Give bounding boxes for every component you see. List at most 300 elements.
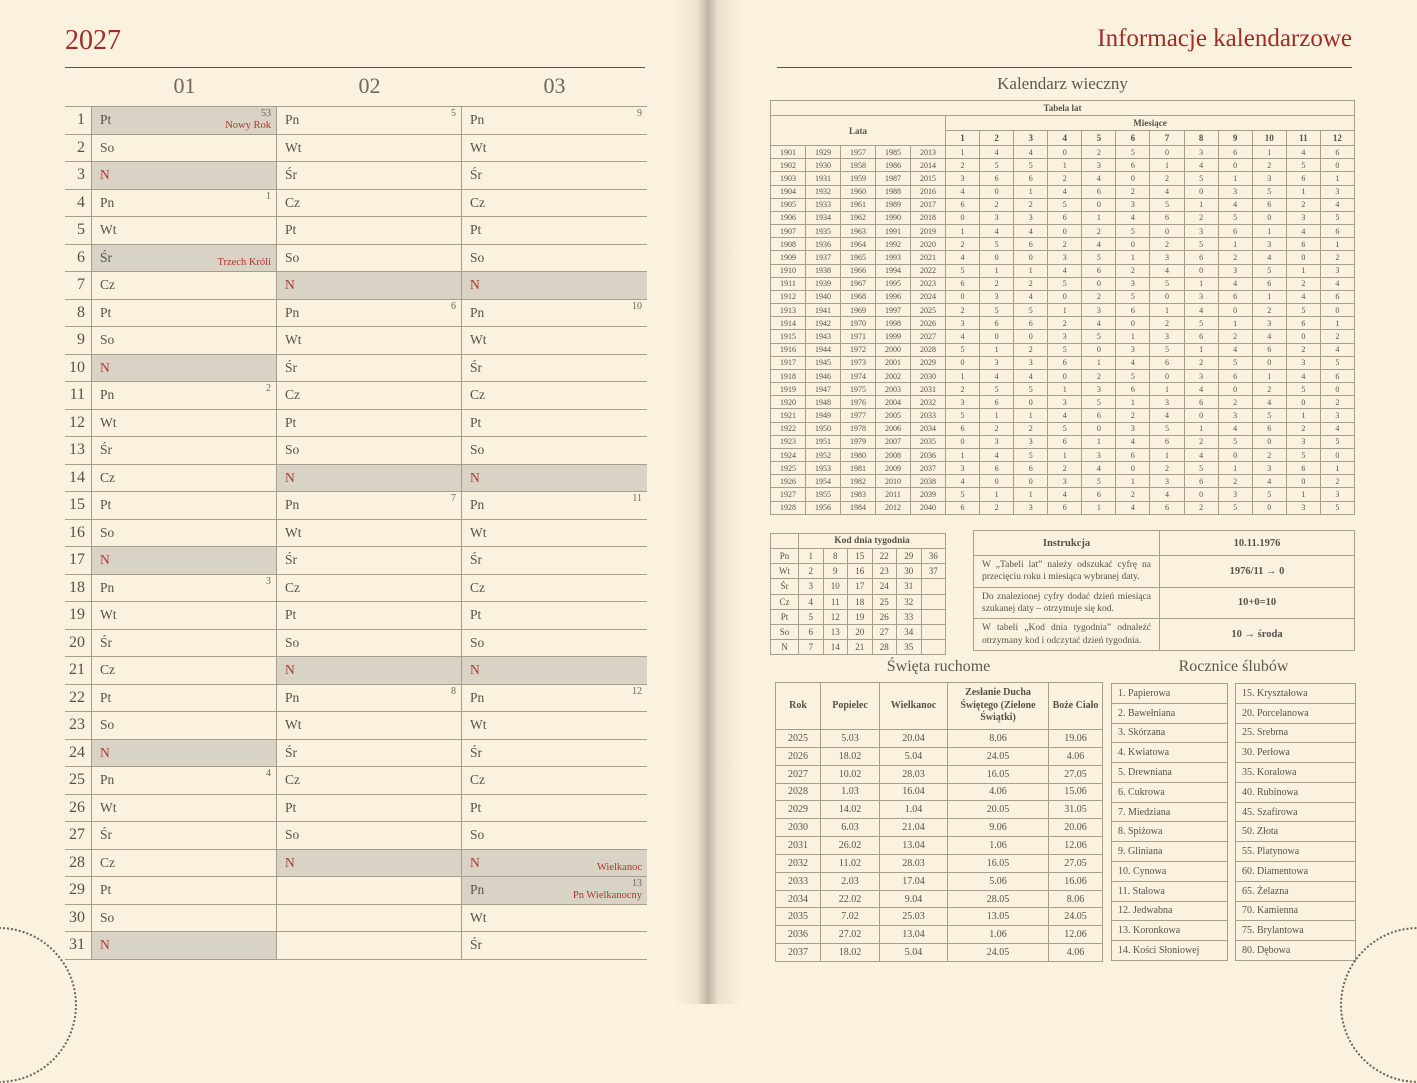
feast-cell: 24.05 xyxy=(948,747,1049,765)
weekday-label: Wt xyxy=(470,524,487,540)
code-cell: 4 xyxy=(1286,369,1320,382)
code-cell: 6 xyxy=(1082,409,1116,422)
code-cell: 0 xyxy=(1184,488,1218,501)
day-label-cell: Pn xyxy=(771,549,799,564)
calendar-row xyxy=(65,437,647,465)
code-cell: 1 xyxy=(1014,488,1048,501)
anniversary-cell: 6. Cukrowa xyxy=(1112,782,1228,802)
day-code-cell: 21 xyxy=(848,639,873,654)
day-cell xyxy=(462,657,647,684)
anniversary-cell: 3. Skórzana xyxy=(1112,723,1228,743)
feast-cell: 22.02 xyxy=(821,890,880,908)
anniversary-cell: 60. Diamentowa xyxy=(1236,862,1356,882)
week-number: 53 xyxy=(261,108,271,119)
year-cell: 2004 xyxy=(876,396,911,409)
anniversary-row xyxy=(1236,941,1356,961)
feast-cell: 27.05 xyxy=(1049,765,1103,783)
code-cell: 1 xyxy=(1116,475,1150,488)
anniversary-cell: 13. Koronkowa xyxy=(1112,921,1228,941)
perpetual-row xyxy=(771,488,1355,501)
weekday-label: Śr xyxy=(285,167,298,182)
code-cell: 5 xyxy=(1014,159,1048,172)
day-cell xyxy=(462,602,647,629)
perpetual-row xyxy=(771,462,1355,475)
page-title: Informacje kalendarzowe xyxy=(1097,25,1352,52)
weekday-label: So xyxy=(470,827,485,842)
perpetual-row xyxy=(771,422,1355,435)
day-cell xyxy=(277,520,462,547)
week-number: 9 xyxy=(637,108,642,119)
weekday-label: N xyxy=(470,277,480,292)
anniversary-cell: 2. Bawełniana xyxy=(1112,703,1228,723)
anniversary-cell: 50. Złota xyxy=(1236,822,1356,842)
year-cell: 1996 xyxy=(876,290,911,303)
day-cell xyxy=(92,905,277,932)
year-cell: 2014 xyxy=(911,159,946,172)
code-cell: 5 xyxy=(1184,317,1218,330)
day-code-cell: 8 xyxy=(823,549,848,564)
year-cell: 1983 xyxy=(841,488,876,501)
year-cell: 1966 xyxy=(841,264,876,277)
weekday-label: Wt xyxy=(285,139,302,155)
code-cell: 3 xyxy=(1014,211,1048,224)
code-cell: 5 xyxy=(946,343,980,356)
day-cell xyxy=(277,767,462,794)
code-cell: 1 xyxy=(1286,264,1320,277)
year-cell: 1913 xyxy=(771,304,806,317)
code-cell: 6 xyxy=(1184,396,1218,409)
code-cell: 2 xyxy=(1082,146,1116,159)
month-number-cell: 10 xyxy=(1252,131,1286,146)
code-cell: 0 xyxy=(1082,277,1116,290)
year-cell: 1931 xyxy=(806,172,841,185)
perpetual-row xyxy=(771,198,1355,211)
code-cell: 0 xyxy=(1286,396,1320,409)
weekday-label: Pn xyxy=(100,387,115,402)
code-cell: 2 xyxy=(1218,475,1252,488)
anniversary-row xyxy=(1236,901,1356,921)
day-cell xyxy=(462,327,647,354)
code-cell: 0 xyxy=(1116,462,1150,475)
feast-cell: 31.05 xyxy=(1049,801,1103,819)
week-number: 6 xyxy=(451,300,456,312)
instruction-value-cell: 10 → środa xyxy=(1160,619,1355,651)
code-cell: 4 xyxy=(1184,383,1218,396)
day-code-cell: 26 xyxy=(872,609,897,624)
code-cell: 5 xyxy=(1286,159,1320,172)
feast-cell: 2034 xyxy=(776,890,821,908)
month-number-cell: 12 xyxy=(1320,131,1354,146)
year-cell: 1998 xyxy=(876,317,911,330)
perpetual-row xyxy=(771,383,1355,396)
day-cell xyxy=(92,355,277,382)
day-number: 10 xyxy=(65,355,92,382)
weekday-label: So xyxy=(100,909,115,925)
year-cell: 1945 xyxy=(806,356,841,369)
code-cell: 2 xyxy=(1116,185,1150,198)
code-cell: 6 xyxy=(1116,304,1150,317)
weekday-label: Pt xyxy=(100,689,112,705)
code-cell: 5 xyxy=(1048,343,1082,356)
anniversary-cell: 80. Dębowa xyxy=(1236,941,1356,961)
year-cell: 1920 xyxy=(771,396,806,409)
year-cell: 1917 xyxy=(771,356,806,369)
code-cell: 5 xyxy=(1082,396,1116,409)
instruction-table xyxy=(973,530,1355,651)
perpetual-row xyxy=(771,238,1355,251)
day-number: 20 xyxy=(65,630,92,657)
code-cell: 6 xyxy=(1014,172,1048,185)
quarter-grid xyxy=(65,106,647,960)
day-code-cell: 16 xyxy=(848,564,873,579)
code-cell: 4 xyxy=(946,251,980,264)
code-cell: 0 xyxy=(946,356,980,369)
day-number: 5 xyxy=(65,217,92,244)
feast-cell: 12.06 xyxy=(1049,837,1103,855)
year-cell: 1994 xyxy=(876,264,911,277)
code-cell: 0 xyxy=(1286,330,1320,343)
weekday-label: Pn xyxy=(470,497,485,512)
code-cell: 3 xyxy=(1252,317,1286,330)
weekday-label: Pt xyxy=(100,304,112,320)
perpetual-row xyxy=(771,435,1355,448)
feast-cell: 4.06 xyxy=(948,783,1049,801)
day-cell xyxy=(92,410,277,437)
code-cell: 5 xyxy=(1116,225,1150,238)
calendar-row xyxy=(65,492,647,520)
weekday-label: So xyxy=(470,442,485,457)
day-cell xyxy=(92,850,277,877)
code-cell: 0 xyxy=(1048,290,1082,303)
anniversary-cell: 8. Spiżowa xyxy=(1112,822,1228,842)
day-code-cell: 23 xyxy=(872,564,897,579)
weekday-label: N xyxy=(285,662,295,677)
code-cell: 0 xyxy=(1218,448,1252,461)
day-cell xyxy=(462,272,647,299)
code-cell: 5 xyxy=(980,238,1014,251)
weekday-label: Śr xyxy=(470,167,483,182)
code-cell: 1 xyxy=(1048,448,1082,461)
code-cell: 0 xyxy=(1116,317,1150,330)
calendar-row xyxy=(65,795,647,823)
weekday-label: Pt xyxy=(285,799,297,815)
day-cell xyxy=(277,437,462,464)
year-cell: 1954 xyxy=(806,475,841,488)
feast-cell: 2028 xyxy=(776,783,821,801)
year-cell: 1980 xyxy=(841,448,876,461)
code-cell: 2 xyxy=(1014,422,1048,435)
weekday-label: Wt xyxy=(100,414,117,430)
code-cell: 4 xyxy=(1048,409,1082,422)
day-cell xyxy=(462,300,647,327)
day-cell xyxy=(277,795,462,822)
perpetual-row xyxy=(771,211,1355,224)
feast-cell: 14.02 xyxy=(821,801,880,819)
day-number: 21 xyxy=(65,657,92,684)
day-code-cell: 6 xyxy=(799,624,824,639)
code-cell: 1 xyxy=(1218,462,1252,475)
day-cell xyxy=(92,520,277,547)
anniversary-cell: 9. Gliniana xyxy=(1112,842,1228,862)
calendar-row xyxy=(65,135,647,163)
code-cell: 1 xyxy=(946,225,980,238)
instruction-value-cell: 1976/11 → 0 xyxy=(1160,556,1355,588)
day-cell xyxy=(277,602,462,629)
weekday-label: Pn xyxy=(100,194,115,210)
weekday-label: So xyxy=(285,634,300,650)
code-cell: 2 xyxy=(1150,238,1184,251)
calendar-row xyxy=(65,410,647,438)
year-cell: 2035 xyxy=(911,435,946,448)
weekday-label: Pt xyxy=(470,607,482,622)
day-cell xyxy=(277,245,462,272)
feast-row xyxy=(776,908,1103,926)
code-cell: 0 xyxy=(1014,251,1048,264)
code-cell: 3 xyxy=(946,396,980,409)
calendar-row xyxy=(65,850,647,878)
day-number: 8 xyxy=(65,300,92,327)
feast-cell: 11.02 xyxy=(821,854,880,872)
instruction-value-cell: 10+0=10 xyxy=(1160,587,1355,619)
code-cell: 5 xyxy=(1150,343,1184,356)
weekday-label: Pt xyxy=(470,414,482,430)
year-cell: 1974 xyxy=(841,369,876,382)
feast-cell: 21.04 xyxy=(880,819,948,837)
weekday-label: Śr xyxy=(285,552,298,567)
code-cell: 4 xyxy=(1320,277,1354,290)
day-number: 15 xyxy=(65,492,92,519)
year-cell: 2017 xyxy=(911,198,946,211)
year-cell: 2022 xyxy=(911,264,946,277)
code-cell: 3 xyxy=(1286,211,1320,224)
weekday-label: Cz xyxy=(470,194,485,210)
code-cell: 5 xyxy=(1184,462,1218,475)
year-cell: 1932 xyxy=(806,185,841,198)
code-cell: 5 xyxy=(1286,304,1320,317)
code-cell: 0 xyxy=(1320,159,1354,172)
perpetual-row xyxy=(771,356,1355,369)
weekday-label: Wt xyxy=(470,332,487,347)
feast-cell: 2036 xyxy=(776,926,821,944)
right-page-rule xyxy=(777,67,1352,68)
code-cell: 6 xyxy=(1320,290,1354,303)
weekday-label: Pn xyxy=(470,112,485,127)
day-code-cell: 4 xyxy=(799,594,824,609)
feast-cell: 8.06 xyxy=(1049,890,1103,908)
year-cell: 1935 xyxy=(806,225,841,238)
day-cell xyxy=(462,162,647,189)
anniversary-row xyxy=(1112,684,1228,704)
anniversary-row xyxy=(1236,842,1356,862)
code-cell: 6 xyxy=(1252,422,1286,435)
feast-cell: 16.06 xyxy=(1049,872,1103,890)
code-cell: 3 xyxy=(1116,198,1150,211)
perpetual-row xyxy=(771,409,1355,422)
code-cell: 5 xyxy=(1116,369,1150,382)
year-cell: 1971 xyxy=(841,330,876,343)
code-cell: 1 xyxy=(1320,238,1354,251)
year-cell: 1955 xyxy=(806,488,841,501)
month-header-01: 01 xyxy=(173,73,196,98)
code-cell: 0 xyxy=(1048,146,1082,159)
year-cell: 1933 xyxy=(806,198,841,211)
year-cell: 1915 xyxy=(771,330,806,343)
code-cell: 1 xyxy=(1184,198,1218,211)
weekday-label: Cz xyxy=(285,387,300,402)
day-number: 16 xyxy=(65,520,92,547)
code-cell: 3 xyxy=(1048,475,1082,488)
code-cell: 2 xyxy=(946,159,980,172)
feast-cell: 2031 xyxy=(776,837,821,855)
feast-cell: 1.06 xyxy=(948,837,1049,855)
code-cell: 0 xyxy=(1252,501,1286,514)
weekday-label: Śr xyxy=(470,744,483,760)
code-cell: 4 xyxy=(1320,343,1354,356)
code-cell: 3 xyxy=(1014,435,1048,448)
feast-row xyxy=(776,783,1103,801)
month-number-cell: 7 xyxy=(1150,131,1184,146)
code-cell: 5 xyxy=(1014,448,1048,461)
code-cell: 1 xyxy=(946,146,980,159)
code-cell: 1 xyxy=(1150,448,1184,461)
code-cell: 2 xyxy=(1150,317,1184,330)
year-cell: 1953 xyxy=(806,462,841,475)
year-cell: 1961 xyxy=(841,198,876,211)
code-cell: 5 xyxy=(1320,501,1354,514)
code-cell: 2 xyxy=(1184,356,1218,369)
day-code-cell: 12 xyxy=(823,609,848,624)
instruction-row xyxy=(974,556,1355,588)
day-code-cell: 28 xyxy=(872,639,897,654)
feast-row xyxy=(776,944,1103,962)
day-code-row xyxy=(771,579,946,594)
perpetual-row xyxy=(771,448,1355,461)
code-cell: 6 xyxy=(946,277,980,290)
day-cell xyxy=(277,355,462,382)
feast-cell: 24.05 xyxy=(1049,908,1103,926)
weekday-label: Śr xyxy=(100,249,113,265)
code-cell: 2 xyxy=(1150,462,1184,475)
code-cell: 2 xyxy=(1218,251,1252,264)
table-title-row xyxy=(771,101,1355,116)
day-code-cell: 27 xyxy=(872,624,897,639)
feast-cell: 2025 xyxy=(776,730,821,748)
code-cell: 3 xyxy=(1150,330,1184,343)
feast-cell: 1.03 xyxy=(821,783,880,801)
code-cell: 4 xyxy=(1150,264,1184,277)
feast-header-cell: Popielec xyxy=(821,683,880,730)
calendar-row xyxy=(65,300,647,328)
year-cell: 1976 xyxy=(841,396,876,409)
code-cell: 3 xyxy=(1150,396,1184,409)
feast-cell: 5.04 xyxy=(880,944,948,962)
year-cell: 1969 xyxy=(841,304,876,317)
code-cell: 3 xyxy=(1116,277,1150,290)
instruction-header-cell: Instrukcja xyxy=(974,531,1160,556)
anniversaries-table-right xyxy=(1235,683,1356,961)
feast-cell: 1.06 xyxy=(948,926,1049,944)
day-cell xyxy=(462,465,647,492)
day-number: 7 xyxy=(65,272,92,299)
code-cell: 5 xyxy=(1082,475,1116,488)
feast-cell: 5.03 xyxy=(821,730,880,748)
code-cell: 6 xyxy=(1286,238,1320,251)
code-cell: 4 xyxy=(1184,448,1218,461)
anniversary-cell: 11. Stalowa xyxy=(1112,881,1228,901)
weekday-label: Pn xyxy=(100,772,115,787)
month-number-cell: 9 xyxy=(1218,131,1252,146)
year-cell: 2023 xyxy=(911,277,946,290)
day-code-cell: 33 xyxy=(897,609,922,624)
weekday-label: Pt xyxy=(100,882,112,897)
left-page-rule xyxy=(65,67,645,68)
anniversary-row xyxy=(1236,782,1356,802)
weekday-label: So xyxy=(100,139,115,155)
year-cell: 1944 xyxy=(806,343,841,356)
day-cell xyxy=(92,300,277,327)
code-cell: 2 xyxy=(1014,277,1048,290)
weekday-label: N xyxy=(470,854,480,870)
months-header-cell: Miesiące xyxy=(946,116,1355,131)
day-code-cell: 9 xyxy=(823,564,848,579)
month-number-cell: 5 xyxy=(1082,131,1116,146)
calendar-row xyxy=(65,382,647,410)
weekday-label: N xyxy=(100,167,110,182)
week-number: 10 xyxy=(632,300,642,312)
code-cell: 1 xyxy=(1116,251,1150,264)
instruction-text-cell: Do znalezionej cyfry dodać dzień miesiąca szukanej daty – otrzymuje się kod. xyxy=(974,587,1160,619)
code-cell: 4 xyxy=(1048,488,1082,501)
code-cell: 1 xyxy=(1252,369,1286,382)
year-cell: 1918 xyxy=(771,369,806,382)
code-cell: 4 xyxy=(1150,185,1184,198)
code-cell: 2 xyxy=(980,501,1014,514)
code-cell: 6 xyxy=(1184,251,1218,264)
year-cell: 2011 xyxy=(876,488,911,501)
day-cell xyxy=(462,355,647,382)
year-cell: 1910 xyxy=(771,264,806,277)
weekday-label: Pn xyxy=(285,497,300,512)
perpetual-row xyxy=(771,290,1355,303)
code-cell: 3 xyxy=(980,435,1014,448)
day-cell xyxy=(462,630,647,657)
feast-cell: 6.03 xyxy=(821,819,880,837)
code-cell: 3 xyxy=(1320,185,1354,198)
code-cell: 5 xyxy=(1252,409,1286,422)
day-code-corner-cell xyxy=(771,534,799,549)
day-cell xyxy=(92,382,277,409)
code-cell: 2 xyxy=(1320,251,1354,264)
perpetual-row xyxy=(771,185,1355,198)
weekday-label: Cz xyxy=(470,772,485,787)
weekday-label: Pn xyxy=(100,579,115,595)
anniversaries-table-left xyxy=(1111,683,1228,961)
code-cell: 4 xyxy=(1116,501,1150,514)
day-label-cell: Wt xyxy=(771,564,799,579)
code-cell: 6 xyxy=(1218,369,1252,382)
year-cell: 2033 xyxy=(911,409,946,422)
anniversary-cell: 25. Srebrna xyxy=(1236,723,1356,743)
day-number: 14 xyxy=(65,465,92,492)
day-cell xyxy=(277,190,462,217)
year-cell: 2015 xyxy=(911,172,946,185)
weekday-label: Cz xyxy=(285,194,300,210)
day-cell xyxy=(92,492,277,519)
feast-cell: 9.06 xyxy=(948,819,1049,837)
code-cell: 1 xyxy=(946,369,980,382)
year-cell: 1940 xyxy=(806,290,841,303)
weekday-label: Cz xyxy=(285,772,300,787)
